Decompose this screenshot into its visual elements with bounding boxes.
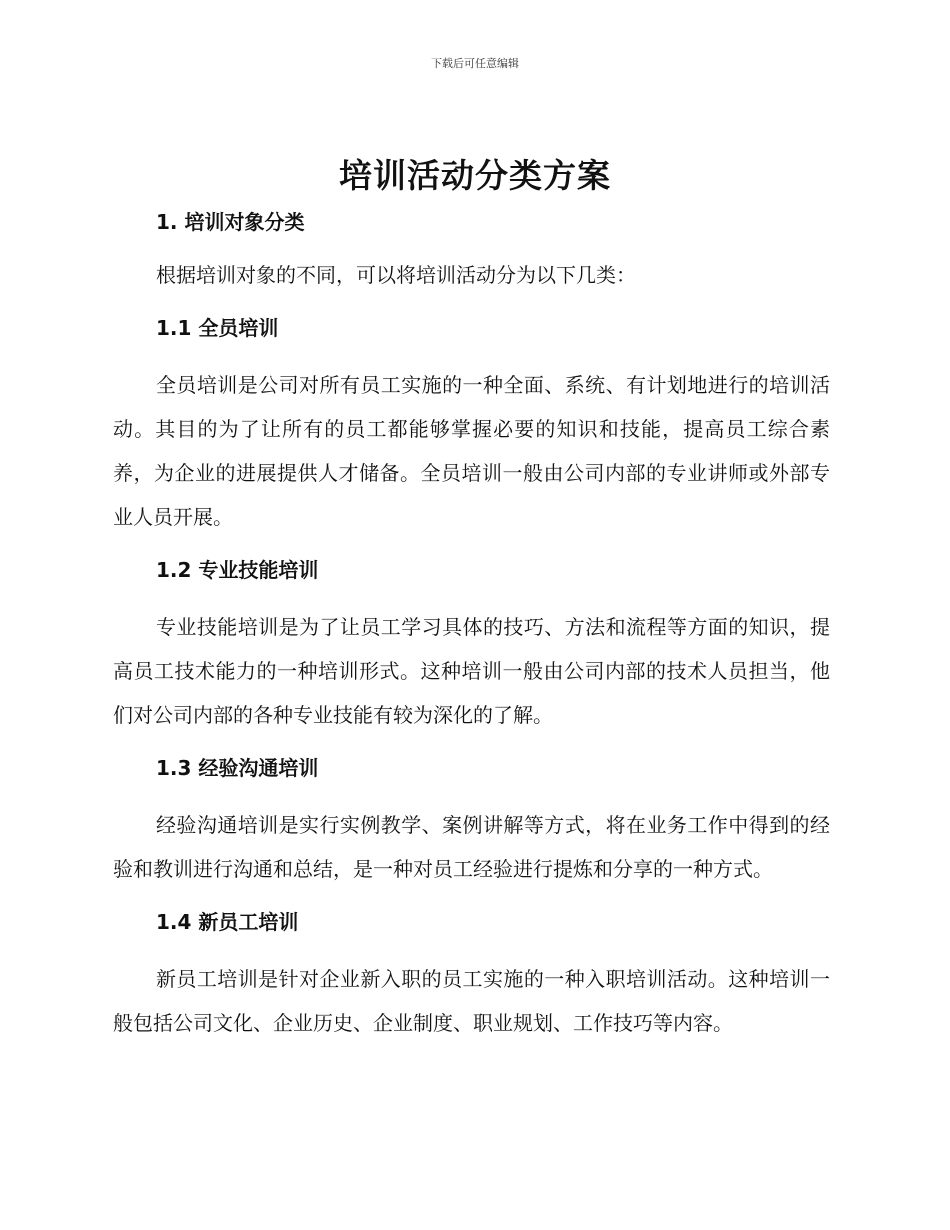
document-body xyxy=(113,205,830,1045)
subsection-paragraph-all-staff: 全员培训是公司对所有员工实施的一种全面、系统、有计划地进行的培训活动。其目的为了让所有的员工都能够掌握必要的知识和技能，提高员工综合素养，为企业的进展提供人才储备。全员培训一般由公司内部的专业讲师或外部专业人员开展。 xyxy=(113,373,830,529)
document-title: 培训活动分类方案 xyxy=(339,156,611,195)
page-header: 下载后可任意编辑 xyxy=(431,57,519,70)
subsection-heading-professional-skills: 1.2 专业技能培训 xyxy=(156,558,319,582)
section-heading-target-classification: 1. 培训对象分类 xyxy=(156,210,305,234)
subsection-paragraph-new-employee: 新员工培训是针对企业新入职的员工实施的一种入职培训活动。这种培训一般包括公司文化、企业历史、企业制度、职业规划、工作技巧等内容。 xyxy=(113,967,830,1035)
subsection-paragraph-professional-skills: 专业技能培训是为了让员工学习具体的技巧、方法和流程等方面的知识，提高员工技术能力的一种培训形式。这种培训一般由公司内部的技术人员担当，他们对公司内部的各种专业技能有较为深化的了解。 xyxy=(113,615,830,727)
subsection-heading-all-staff: 1.1 全员培训 xyxy=(156,316,279,340)
section-intro-paragraph: 根据培训对象的不同，可以将培训活动分为以下几类： xyxy=(156,263,636,287)
subsection-paragraph-experience-sharing: 经验沟通培训是实行实例教学、案例讲解等方式，将在业务工作中得到的经验和教训进行沟通和总结，是一种对员工经验进行提炼和分享的一种方式。 xyxy=(113,813,830,881)
subsection-heading-experience-sharing: 1.3 经验沟通培训 xyxy=(156,756,319,780)
subsection-heading-new-employee: 1.4 新员工培训 xyxy=(156,910,299,934)
